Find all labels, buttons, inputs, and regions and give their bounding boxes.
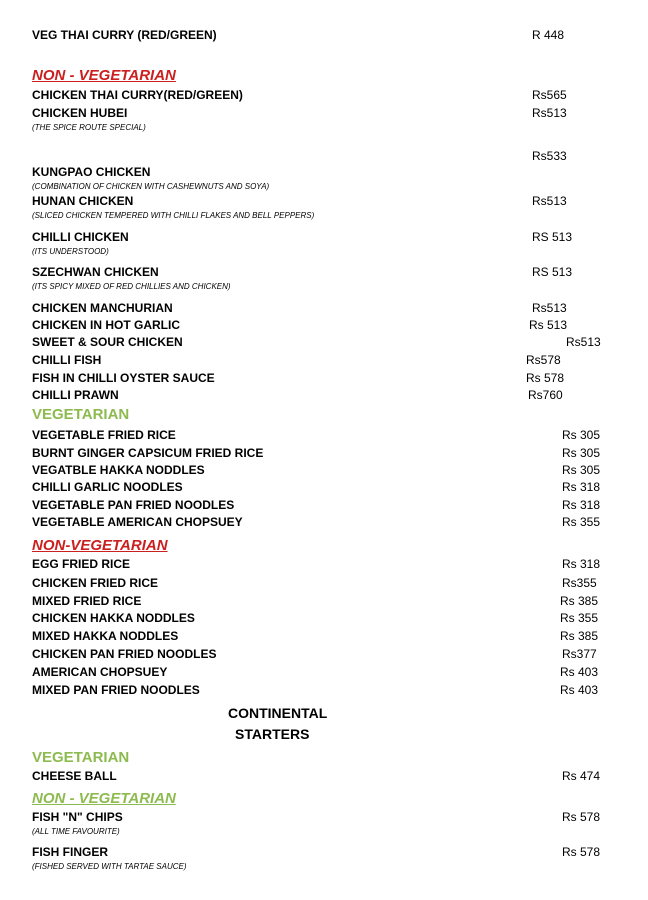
item-name-veg-hakka-noodles: VEGATBLE HAKKA NODDLES (32, 463, 205, 477)
item-note-hunan-chicken: (SLICED CHICKEN TEMPERED WITH CHILLI FLAKES AND BELL PEPPERS) (32, 211, 315, 220)
item-price-american-chopsuey: Rs 403 (560, 665, 599, 679)
item-name-fish-finger: FISH FINGER (32, 845, 109, 859)
item-name-chicken-fried-rice: CHICKEN FRIED RICE (32, 576, 159, 590)
item-price-chicken-hot-garlic: Rs 513 (529, 318, 568, 332)
item-price-chilli-garlic-noodles: Rs 318 (562, 480, 601, 494)
item-price-chilli-chicken: RS 513 (532, 230, 573, 244)
item-price-hunan-chicken: Rs513 (532, 194, 567, 208)
item-price-veg-hakka-noodles: Rs 305 (562, 463, 601, 477)
item-name-veg-pan-fried-noodles: VEGETABLE PAN FRIED NOODLES (32, 498, 235, 512)
item-name-chicken-hubei: CHICKEN HUBEI (32, 106, 128, 120)
heading-continental: CONTINENTAL (228, 705, 328, 721)
item-price-vegetable-fried-rice: Rs 305 (562, 428, 601, 442)
item-name-chilli-prawn: CHILLI PRAWN (32, 388, 119, 402)
item-price-mixed-pan-fried-noodles: Rs 403 (560, 683, 599, 697)
item-price-mixed-hakka-noodles: Rs 385 (560, 629, 599, 643)
item-name-mixed-hakka-noodles: MIXED HAKKA NODDLES (32, 629, 179, 643)
item-name-sweet-sour-chicken: SWEET & SOUR CHICKEN (32, 335, 183, 349)
item-name-egg-fried-rice: EGG FRIED RICE (32, 557, 131, 571)
item-note-fish-finger: (FISHED SERVED WITH TARTAE SAUCE) (32, 862, 187, 871)
item-name-szechwan-chicken: SZECHWAN CHICKEN (32, 265, 159, 279)
item-price-fish-finger: Rs 578 (562, 845, 601, 859)
item-name-fish-n-chips: FISH "N" CHIPS (32, 810, 123, 824)
item-price-veg-american-chopsuey: Rs 355 (562, 515, 601, 529)
item-price-mixed-fried-rice: Rs 385 (560, 594, 599, 608)
item-name-mixed-pan-fried-noodles: MIXED PAN FRIED NOODLES (32, 683, 200, 697)
item-price-chicken-thai-curry: Rs565 (532, 88, 567, 102)
section-heading-non-vegetarian: NON - VEGETARIAN (32, 67, 176, 84)
item-name-chicken-hot-garlic: CHICKEN IN HOT GARLIC (32, 318, 180, 332)
item-price-chicken-pan-fried-noodles: Rs377 (562, 647, 597, 661)
item-price-chicken-hakka-noodles: Rs 355 (560, 611, 599, 625)
item-name-chilli-fish: CHILLI FISH (32, 353, 102, 367)
item-price-chicken-hubei: Rs513 (532, 106, 567, 120)
item-name-veg-american-chopsuey: VEGETABLE AMERICAN CHOPSUEY (32, 515, 243, 529)
section-heading-vegetarian: VEGETARIAN (32, 749, 130, 766)
item-name-fish-chilli-oyster: FISH IN CHILLI OYSTER SAUCE (32, 371, 215, 385)
item-name-chilli-garlic-noodles: CHILLI GARLIC NOODLES (32, 480, 183, 494)
item-name-chicken-pan-fried-noodles: CHICKEN PAN FRIED NOODLES (32, 647, 217, 661)
item-price-chicken-manchurian: Rs513 (532, 301, 567, 315)
item-price-burnt-ginger-rice: Rs 305 (562, 446, 601, 460)
item-name-hunan-chicken: HUNAN CHICKEN (32, 194, 134, 208)
item-name-cheese-ball: CHEESE BALL (32, 769, 117, 783)
item-note-szechwan-chicken: (ITS SPICY MIXED OF RED CHILLIES AND CHICKEN) (32, 282, 231, 291)
item-price-veg-pan-fried-noodles: Rs 318 (562, 498, 601, 512)
section-heading-non-vegetarian: NON - VEGETARIAN (32, 790, 176, 807)
section-heading-vegetarian: VEGETARIAN (32, 406, 130, 423)
item-price-fish-n-chips: Rs 578 (562, 810, 601, 824)
item-name-chicken-manchurian: CHICKEN MANCHURIAN (32, 301, 173, 315)
item-name-vegetable-fried-rice: VEGETABLE FRIED RICE (32, 428, 176, 442)
item-name-burnt-ginger-rice: BURNT GINGER CAPSICUM FRIED RICE (32, 446, 264, 460)
item-price-chilli-fish: Rs578 (526, 353, 561, 367)
item-name-veg-thai-curry: VEG THAI CURRY (RED/GREEN) (32, 28, 217, 42)
item-name-chilli-chicken: CHILLI CHICKEN (32, 230, 129, 244)
heading-starters: STARTERS (235, 726, 310, 742)
item-price-egg-fried-rice: Rs 318 (562, 557, 601, 571)
item-note-chilli-chicken: (ITS UNDERSTOOD) (32, 247, 109, 256)
item-price-fish-chilli-oyster: Rs 578 (526, 371, 565, 385)
item-note-fish-n-chips: (ALL TIME FAVOURITE) (32, 827, 120, 836)
item-name-mixed-fried-rice: MIXED FRIED RICE (32, 594, 142, 608)
item-price-veg-thai-curry: R 448 (532, 28, 565, 42)
item-note-kungpao-chicken: (COMBINATION OF CHICKEN WITH CASHEWNUTS AND SOYA) (32, 182, 270, 191)
item-note-chicken-hubei: (THE SPICE ROUTE SPECIAL) (32, 123, 146, 132)
item-price-kungpao-chicken: Rs533 (532, 149, 567, 163)
item-price-cheese-ball: Rs 474 (562, 769, 601, 783)
item-name-chicken-hakka-noodles: CHICKEN HAKKA NODDLES (32, 611, 195, 625)
item-price-szechwan-chicken: RS 513 (532, 265, 573, 279)
item-price-sweet-sour-chicken: Rs513 (566, 335, 601, 349)
section-heading-non-vegetarian: NON-VEGETARIAN (32, 537, 168, 554)
item-price-chilli-prawn: Rs760 (528, 388, 563, 402)
item-name-kungpao-chicken: KUNGPAO CHICKEN (32, 165, 151, 179)
item-price-chicken-fried-rice: Rs355 (562, 576, 597, 590)
item-name-chicken-thai-curry: CHICKEN THAI CURRY(RED/GREEN) (32, 88, 243, 102)
item-name-american-chopsuey: AMERICAN CHOPSUEY (32, 665, 168, 679)
